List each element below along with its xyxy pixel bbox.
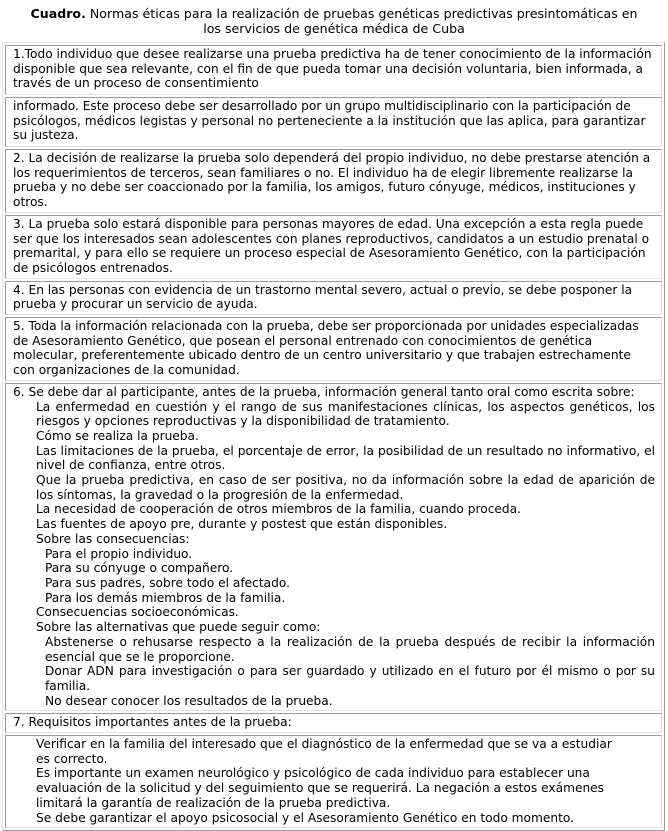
- norm-5: 5. Toda la información relacionada con la prueba, debe ser proporcionada por unidades especializadas de Asesoramiento Genético, que posean el personal entrenado con conocimientos de genética molecular, preferentemente ubicado dentro de un centro universitario y que trabajen estrechamente con organizaciones de la comunidad.: [5, 317, 662, 381]
- table-row: [5, 215, 662, 279]
- norm-6-item: Sobre las consecuencias:: [36, 531, 190, 546]
- norm-6-item: Cómo se realiza la prueba.: [36, 428, 199, 443]
- norm-1-part-2: informado. Este proceso debe ser desarrollado por un grupo multidisciplinario con la participación de psicólogos, médicos legistas y personal no perteneciente a la institución que las aplica, para garantizar su justeza.: [5, 97, 662, 147]
- table-row: [5, 281, 662, 315]
- norm-6-item: La necesidad de cooperación de otros miembros de la familia, cuando proceda.: [36, 502, 521, 517]
- table-row: [5, 97, 662, 147]
- consequence-item: Para sus padres, sobre todo el afectado.: [45, 575, 290, 590]
- alternative-item: No desear conocer los resultados de la prueba.: [45, 693, 333, 708]
- table-row: [5, 149, 662, 213]
- norm-6-item: Sobre las alternativas que puede seguir como:: [36, 620, 321, 635]
- consequence-item: Para su cónyuge o compañero.: [45, 561, 234, 576]
- norm-2: 2. La decisión de realizarse la prueba solo dependerá del propio individuo, no debe prestarse atención a los requerimientos de terceros, sean familiares o no. El individuo ha de elegir libremente realizarse la prueba y no debe ser coaccionado por la familia, los amigos, futuro cónyuge, médicos, instituciones y otros.: [5, 149, 662, 213]
- consequence-item: Para los demás miembros de la familia.: [45, 590, 286, 605]
- table-row: [5, 383, 662, 711]
- norm-6-item: Que la prueba predictiva, en caso de ser positiva, no da información sobre la edad de aparición de los síntomas, la gravedad o la progresión de la enfermedad.: [36, 473, 655, 502]
- table-row: [5, 317, 662, 381]
- caption-label: Cuadro.: [30, 6, 86, 21]
- norm-1-part-1: 1.Todo individuo que desee realizarse una prueba predictiva ha de tener conocimiento de la información disponible que sea relevante, con el fin de que pueda tomar una decisión voluntaria, bien informada, a través de un proceso de consentimiento: [5, 45, 662, 95]
- norm-6-item: Las limitaciones de la prueba, el porcentaje de error, la posibilidad de un resultado no informativo, el nivel de confianza, entre otros.: [36, 443, 655, 473]
- norm-6-item: La enfermedad en cuestión y el rango de sus manifestaciones clínicas, los aspectos genéticos, los riesgos y opciones reproductivas y la disponibilidad de tratamiento.: [36, 399, 655, 429]
- table-caption: [24, 0, 644, 38]
- alternative-item: Abstenerse o rehusarse respecto a la realización de la prueba después de recibir la información esencial que se le proporcione.: [45, 634, 655, 664]
- alternative-item: Donar ADN para investigación o para ser guardado y utilizado en el futuro por él mismo o por su familia.: [45, 664, 655, 693]
- ethics-norms-table: [2, 42, 665, 831]
- table-row: [5, 735, 662, 828]
- norm-7-requirements: [5, 735, 662, 828]
- norm-6: [5, 383, 662, 711]
- table-row: [5, 45, 662, 95]
- norm-3: 3. La prueba solo estará disponible para personas mayores de edad. Una excepción a esta regla puede ser que los interesados sean adolescentes con planes reproductivos, candidatos a un estudio prenatal o premarital, y para ello se requiere un proceso especial de Asesoramiento Genético, con la participación de psicólogos entrenados.: [5, 215, 662, 279]
- norm-6-item: Consecuencias socioeconómicas.: [36, 605, 239, 620]
- caption-title: Normas éticas para la realización de pruebas genéticas predictivas presintomáticas en los servicios de genética médica de Cuba: [85, 6, 638, 36]
- table-row: [5, 713, 662, 733]
- norm-4: 4. En las personas con evidencia de un trastorno mental severo, actual o previo, se debe posponer la prueba y procurar un servicio de ayuda.: [5, 281, 662, 315]
- norm-6-intro: 6. Se debe dar al participante, antes de la prueba, información general tanto oral como escrita sobre:: [13, 384, 635, 399]
- requirement-item: Es importante un examen neurológico y psicológico de cada individuo para establecer una evaluación de la solicitud y del seguimiento que se requerirá. La negación a estos exámenes limitará la garantía de realización de la prueba predictiva.: [36, 766, 605, 810]
- norm-7-intro: 7. Requisitos importantes antes de la prueba:: [5, 713, 662, 733]
- requirement-item: Verificar en la familia del interesado que el diagnóstico de la enfermedad que se va a estudiar es correcto.: [36, 737, 612, 766]
- consequence-item: Para el propio individuo.: [45, 546, 193, 561]
- norm-6-item: Las fuentes de apoyo pre, durante y postest que están disponibles.: [36, 517, 448, 532]
- requirement-item: Se debe garantizar el apoyo psicosocial y el Asesoramiento Genético en todo momento.: [36, 810, 574, 825]
